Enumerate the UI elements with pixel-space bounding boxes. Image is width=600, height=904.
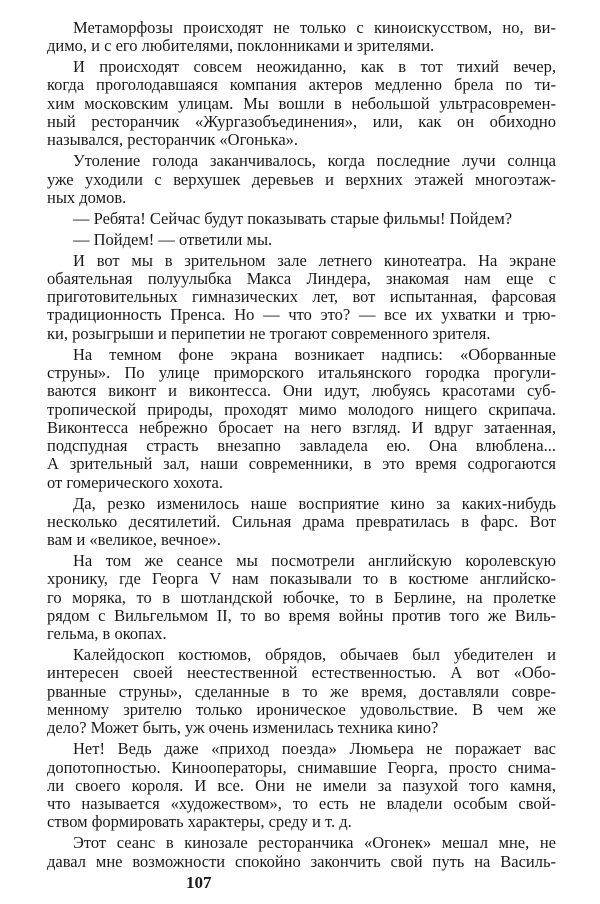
text-line: димо, и с его любителями, поклонниками и зрителями. bbox=[47, 36, 435, 56]
paragraph bbox=[47, 495, 556, 550]
text-line: что называется «художеством», то есть не владели особым свой- bbox=[47, 794, 556, 814]
text-line: приготовительных гимназических лет, вот испытанная, фарсовая bbox=[47, 287, 556, 307]
text-line: И вот мы в зрительном зале летнего кинотеатра. На экране bbox=[73, 250, 556, 270]
paragraph bbox=[47, 58, 556, 149]
paragraph bbox=[47, 19, 556, 56]
text-line: ки, розыгрыши и перипетии не трогают современного зрителя. bbox=[47, 323, 491, 343]
body-text bbox=[47, 19, 556, 871]
text-line: На том же сеансе мы посмотрели английскую королевскую bbox=[73, 551, 556, 571]
text-line: хим московским улицам. Мы вошли в небольшой ультрасовремен- bbox=[47, 93, 556, 113]
text-line: ли своего короля. И все. Они не имели за пазухой того камня, bbox=[47, 775, 556, 795]
text-line: Утоление голода заканчивалось, когда последние лучи солнца bbox=[73, 151, 556, 171]
text-line: А зрительный зал, наши современники, в это время содрогаются bbox=[47, 454, 556, 474]
paragraph bbox=[47, 740, 556, 831]
text-line: ный ресторанчик «Жургазобъединения», или, как он обиходно bbox=[47, 112, 556, 132]
text-line: Калейдоскоп костюмов, обрядов, обычаев был убедителен и bbox=[73, 645, 556, 665]
text-line: ством формировать характеры, среду и т. д. bbox=[47, 812, 352, 832]
text-line: гельма, в окопах. bbox=[47, 624, 167, 644]
text-line: от гомерического хохота. bbox=[47, 472, 223, 492]
text-line: рядом с Вильгельмом II, то во время войны против того же Виль- bbox=[47, 605, 556, 625]
text-line: Нет! Ведь даже «приход поезда» Люмьера не поражает вас bbox=[73, 739, 556, 759]
text-line: ваются виконт и виконтесса. Они идут, любуясь красотами суб- bbox=[47, 381, 556, 401]
text-line: когда проголодавшаяся компания актеров медленно брела по ти- bbox=[47, 75, 556, 95]
text-line: уже уходили с верхушек деревьев и верхних этажей многоэтаж- bbox=[47, 169, 556, 189]
text-line: На темном фоне экрана возникает надпись: «Оборванные bbox=[73, 344, 556, 364]
text-line: подспудная страсть внезапно завладела ею. Она влюблена... bbox=[47, 436, 556, 456]
text-line: Виконтесса небрежно бросает на него взгляд. И вдруг затаенная, bbox=[47, 417, 556, 437]
text-line: допотопностью. Кинооператоры, снимавшие Георга, просто снима- bbox=[47, 757, 556, 777]
text-line: давал мне возможности спокойно закончить свой путь на Василь- bbox=[47, 851, 556, 871]
page-number: 107 bbox=[186, 873, 212, 892]
text-line: го моряка, то в шотландской юбочке, то в Берлине, на пролетке bbox=[47, 587, 556, 607]
text-line: — Ребята! Сейчас будут показывать старые фильмы! Пойдем? bbox=[73, 208, 513, 228]
paragraph bbox=[47, 210, 556, 228]
text-line: Этот сеанс в кинозале ресторанчика «Огонек» мешал мне, не bbox=[73, 833, 556, 853]
text-line: ных домов. bbox=[47, 187, 127, 207]
paragraph bbox=[47, 346, 556, 492]
text-line: Да, резко изменилось наше восприятие кино за каких-нибудь bbox=[73, 493, 556, 513]
text-line: Метаморфозы происходят не только с киноискусством, но, ви- bbox=[73, 18, 556, 37]
text-line: обаятельная полуулыбка Макса Линдера, знакомая нам еще с bbox=[47, 268, 556, 288]
text-line: дело? Может быть, уж очень изменилась техника кино? bbox=[47, 718, 439, 738]
paragraph bbox=[47, 231, 556, 249]
paragraph bbox=[47, 552, 556, 643]
text-line: рванные струны», сделанные в то же время, доставляли совре- bbox=[47, 681, 556, 701]
text-line: назывался, ресторанчик «Огонька». bbox=[47, 130, 299, 150]
text-line: струны». По улице приморского итальянского городка прогули- bbox=[47, 362, 556, 382]
text-line: — Пойдем! — ответили мы. bbox=[73, 229, 273, 249]
text-line: менному зрителю только ироническое удовольствие. В чем же bbox=[47, 700, 556, 720]
paragraph bbox=[47, 152, 556, 207]
text-line: интересен своей неестественной естественностью. А вот «Обо- bbox=[47, 663, 556, 683]
text-line: вам и «великое, вечное». bbox=[47, 530, 221, 550]
paragraph bbox=[47, 834, 556, 871]
text-line: несколько десятилетий. Сильная драма превратилась в фарс. Вот bbox=[47, 511, 556, 531]
text-line: И происходят совсем неожиданно, как в тот тихий вечер, bbox=[73, 57, 556, 77]
paragraph bbox=[47, 252, 556, 343]
text-line: традиционность Пренса. Но — что это? — все их ухватки и трю- bbox=[47, 305, 556, 325]
text-line: хронику, где Георга V нам показывали то в костюме английско- bbox=[47, 569, 556, 589]
text-line: тропической природы, проходят мимо молодого нищего скрипача. bbox=[47, 399, 556, 419]
paragraph bbox=[47, 646, 556, 737]
